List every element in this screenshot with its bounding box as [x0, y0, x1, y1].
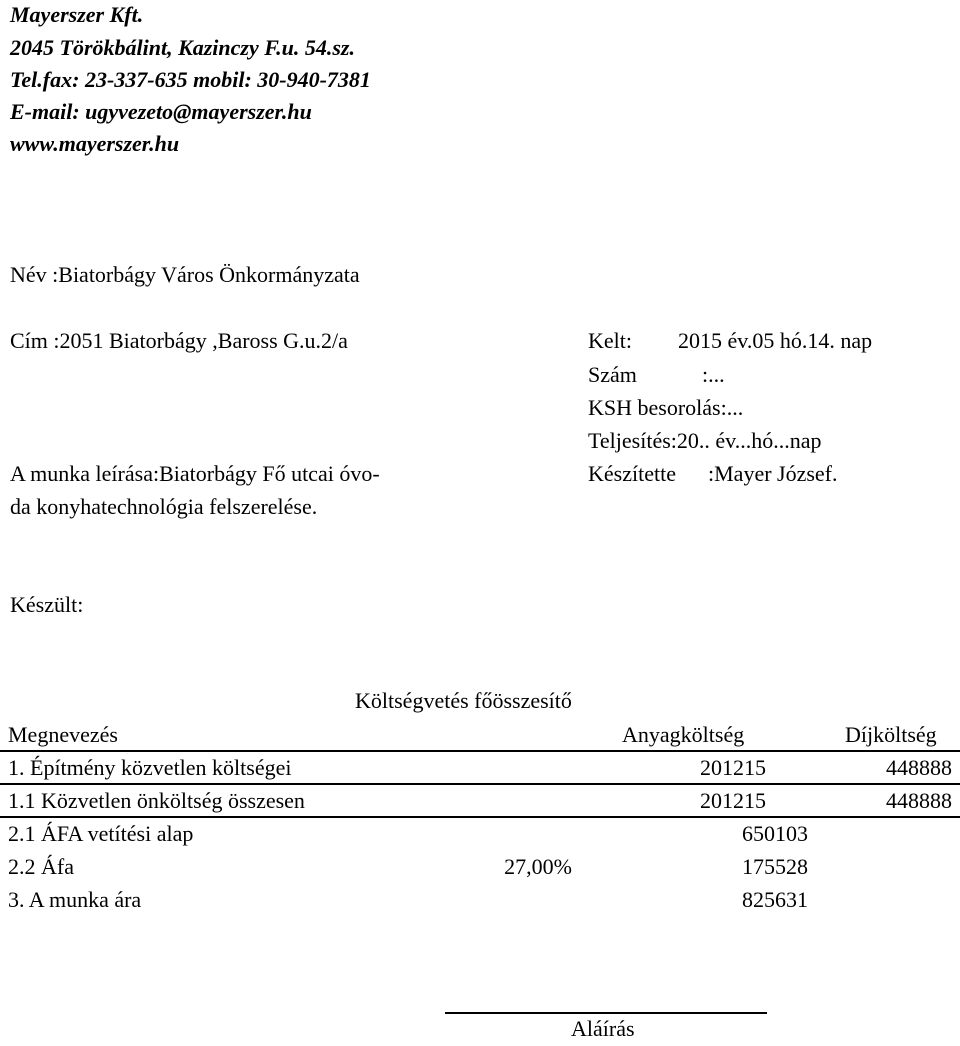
teljesites-line: Teljesítés:20.. év...hó...nap [588, 428, 822, 453]
kelt-value: 2015 év.05 hó.14. nap [678, 328, 873, 353]
company-address: 2045 Törökbálint, Kazinczy F.u. 54.sz. [10, 35, 355, 60]
row-name: 1. Építmény közvetlen költségei [8, 755, 292, 780]
signature-label: Aláírás [571, 1016, 635, 1041]
company-name: Mayerszer Kft. [10, 2, 144, 27]
keszult-label: Készült: [10, 592, 84, 617]
client-name: Név :Biatorbágy Város Önkormányzata [10, 262, 360, 287]
header-dijkoltseg: Díjköltség [845, 722, 937, 747]
row-name: 2.1 ÁFA vetítési alap [8, 821, 194, 846]
row-fee: 448888 [886, 788, 952, 813]
company-phone: Tel.fax: 23-337-635 mobil: 30-940-7381 [10, 67, 371, 92]
company-web: www.mayerszer.hu [10, 131, 180, 156]
row-material: 201215 [700, 755, 766, 780]
row-material: 175528 [742, 854, 808, 879]
work-description-line1 [10, 457, 380, 491]
row-material: 825631 [742, 887, 808, 912]
ksh-line: KSH besorolás:... [588, 395, 744, 420]
szam-value: :... [702, 362, 725, 387]
header-megnevezes: Megnevezés [8, 722, 118, 747]
row-material: 201215 [700, 788, 766, 813]
szam-label: Szám [588, 362, 637, 387]
row-name: 3. A munka ára [8, 887, 142, 912]
row-name: 2.2 Áfa [8, 854, 74, 879]
kelt-label: Kelt: [588, 328, 632, 353]
work-text-line1: Biatorbágy Fő utcai óvo- [159, 461, 380, 486]
keszitette-label: Készítette [588, 461, 676, 486]
work-label: A munka leírása: [10, 461, 160, 486]
client-address: Cím :2051 Biatorbágy ,Baross G.u.2/a [10, 328, 348, 353]
keszitette-value: :Mayer József. [708, 461, 838, 486]
row-material: 650103 [742, 821, 808, 846]
summary-title: Költségvetés főösszesítő [355, 688, 572, 713]
row-name: 1.1 Közvetlen önköltség összesen [8, 788, 305, 813]
company-email: E-mail: ugyvezeto@mayerszer.hu [10, 99, 312, 124]
row-percent: 27,00% [504, 854, 572, 879]
header-anyagkoltseg: Anyagköltség [622, 722, 745, 747]
work-text-line2: da konyhatechnológia felszerelése. [10, 494, 318, 519]
row-fee: 448888 [886, 755, 952, 780]
